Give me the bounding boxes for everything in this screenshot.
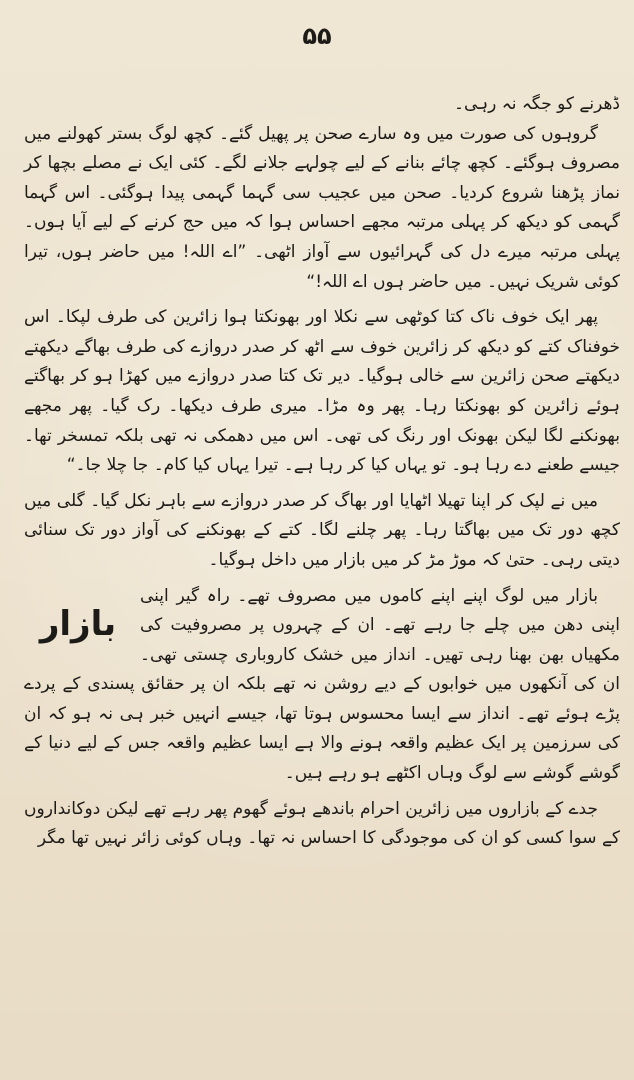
paragraph-6: جدے کے بازاروں میں زائرین احرام باندھے ہوئے گھوم پھر رہے تھے لیکن دوکانداروں کے سوا کسی کو ان کی موجودگی کا احساس نہ تھا۔ وہاں کوئی زائر نہیں تھا مگر (24, 798, 620, 849)
paragraph-4: میں نے لپک کر اپنا تھیلا اٹھایا اور بھاگ کر صدر دروازے سے باہر نکل گیا۔ گلی میں کچھ دور تک میں بھاگتا رہا۔ پھر چلنے لگا۔ کتے کے بھونکنے کی آواز دور تک سنائی دیتی رہی۔ حتیٰ کہ موڑ مڑ کر میں بازار میں داخل ہوگیا۔ (24, 490, 620, 570)
body-text (24, 90, 620, 860)
section-heading: بازار (39, 603, 117, 644)
paragraph-1: ڈھرنے کو جگہ نہ رہی۔ (454, 94, 620, 114)
paragraph-5: بازار میں لوگ اپنے اپنے کاموں میں مصروف تھے۔ راہ گیر اپنی اپنی دھن میں چلے جا رہے تھے۔ ان کے چہروں پر مصروفیت کی مکھیاں بھن بھنا رہی تھیں۔ انداز میں خشک کاروباری چستی تھی۔ ان کی آنکھوں میں خوابوں کے دیے روشن نہ تھے بلکہ ان پر حقائق پسندی کے پردے پڑے ہوئے تھے۔ انداز سے ایسا محسوس ہوتا تھا، جیسے انہیں خبر ہی نہ ہو کہ ان کی سرزمین پر ایک عظیم واقعہ ہونے والا ہے ایسا عظیم واقعہ جس کے لیے دنیا کے گوشے گوشے سے لوگ وہاں اکٹھے ہو رہے ہیں۔ (24, 585, 620, 784)
section-heading-box (24, 582, 132, 668)
paragraph-3: پھر ایک خوف ناک کتا کوٹھی سے نکلا اور بھونکتا ہوا زائرین کی طرف لپکا۔ اس خوفناک کتے کو دیکھ کر زائرین خوف سے اٹھ کر صدر دروازے کی طرف بھاگے دیکھتے دیکھتے صحن زائرین سے خالی ہوگیا۔ دیر تک کتا صدر دروازے میں کھڑا ہو کر بھاگتے ہوئے زائرین کو بھونکتا رہا۔ پھر وہ مڑا۔ میری طرف دیکھا۔ رک گیا۔ پھر مجھے بھونکنے لگا لیکن بھونک اور رنگ کی تھی۔ اس میں دھمکی نہ تھی بلکہ تمسخر تھا۔ جیسے طعنے دے رہا ہو۔ تو یہاں کیا کر رہا ہے۔ تیرا یہاں کیا کام۔ جا چلا جا۔“ (24, 307, 620, 476)
page-number: ۵۵ (302, 22, 332, 50)
paragraph-2: گروہوں کی صورت میں وہ سارے صحن پر پھیل گئے۔ کچھ لوگ بستر کھولنے میں مصروف ہوگئے۔ کچھ چائے بنانے کے لیے چولہے جلانے لگے۔ کئی ایک نے مصلے بچھا کر نماز پڑھنا شروع کردیا۔ صحن میں عجیب سی گہما گہمی پیدا ہوگئی۔ اس گہما گہمی کو دیکھ کر پہلی مرتبہ مجھے احساس ہوا کہ میں حج کرنے کے لیے آیا ہوں۔ پہلی مرتبہ میرے دل کی گہرائیوں سے آواز اٹھی۔ ”اے اللہ! میں حاضر ہوں، تیرا کوئی شریک نہیں۔ میں حاضر ہوں اے اللہ!“ (24, 123, 620, 292)
